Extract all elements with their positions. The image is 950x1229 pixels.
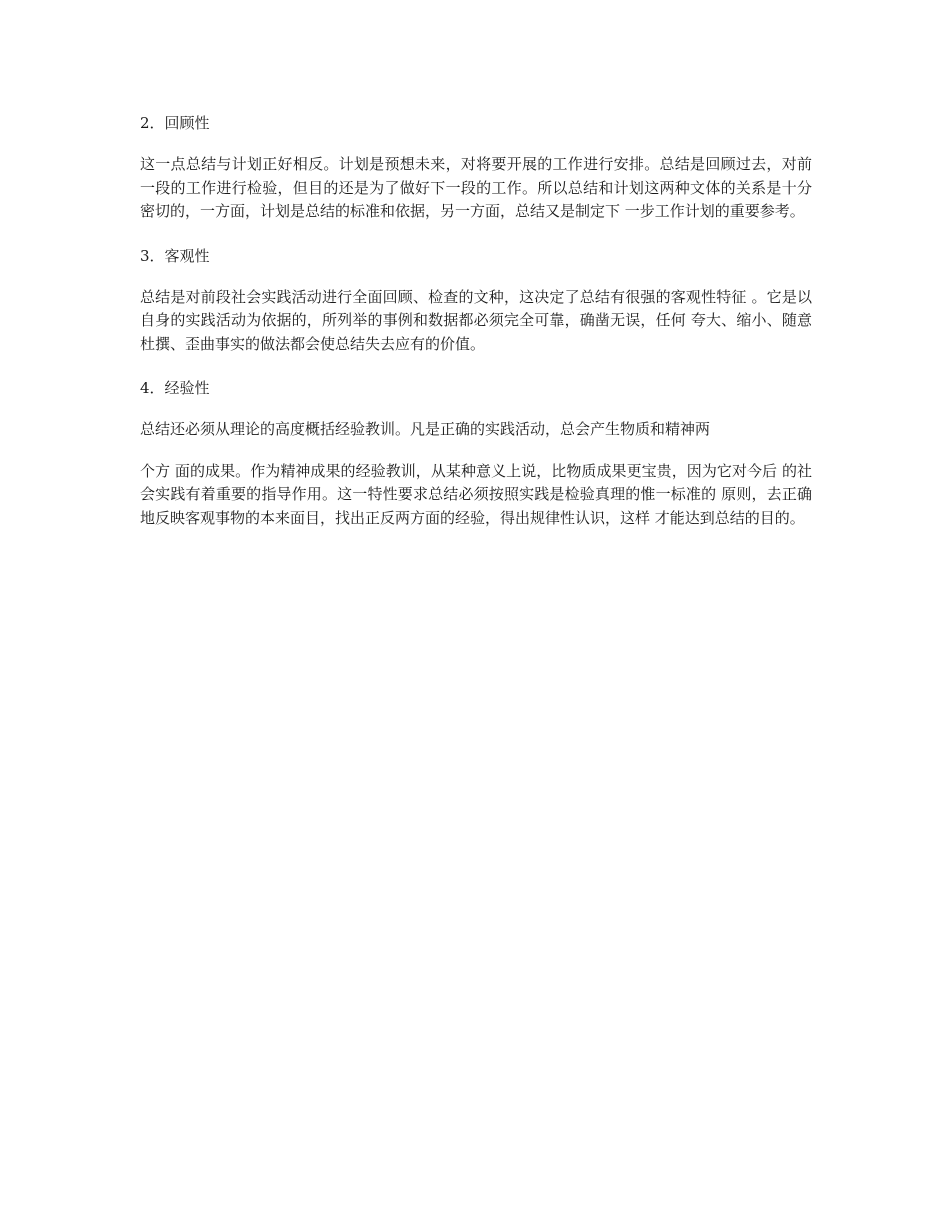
paragraph-experience-body: 个方 面的成果。作为精神成果的经验教训，从某种意义上说，比物质成果更宝贵，因为它对今后 的社会实践有着重要的指导作用。这一特性要求总结必须按照实践是检验真理的惟一标准的 原则，去正确地反映客观事物的本来面目，找出正反两方面的经验，得出规律性认识，这样 才能达到总结的目的。 — [140, 461, 812, 527]
section-heading-retrospective: 2．回顾性 — [140, 114, 210, 132]
section-heading-experience: 4．经验性 — [140, 379, 210, 397]
section-heading-objectivity: 3．客观性 — [140, 246, 210, 265]
document-body — [140, 108, 812, 530]
paragraph-experience-intro: 总结还必须从理论的高度概括经验教训。凡是正确的实践活动，总会产生物质和精神两 — [140, 420, 711, 438]
paragraph-retrospective: 这一点总结与计划正好相反。计划是预想未来，对将要开展的工作进行安排。总结是回顾过去，对前一段的工作进行检验，但目的还是为了做好下一段的工作。所以总结和计划这两种文体的关系是十分密切的，一方面，计划是总结的标准和依据，另一方面，总结又是制定下 一步工作计划的重要参考。 — [140, 155, 812, 220]
paragraph-objectivity: 总结是对前段社会实践活动进行全面回顾、检查的文种，这决定了总结有很强的客观性特征 。它是以自身的实践活动为依据的，所列举的事例和数据都必须完全可靠，确凿无误，任何 夸大、缩小、随意杜撰、歪曲事实的做法都会使总结失去应有的价值。 — [140, 287, 812, 353]
